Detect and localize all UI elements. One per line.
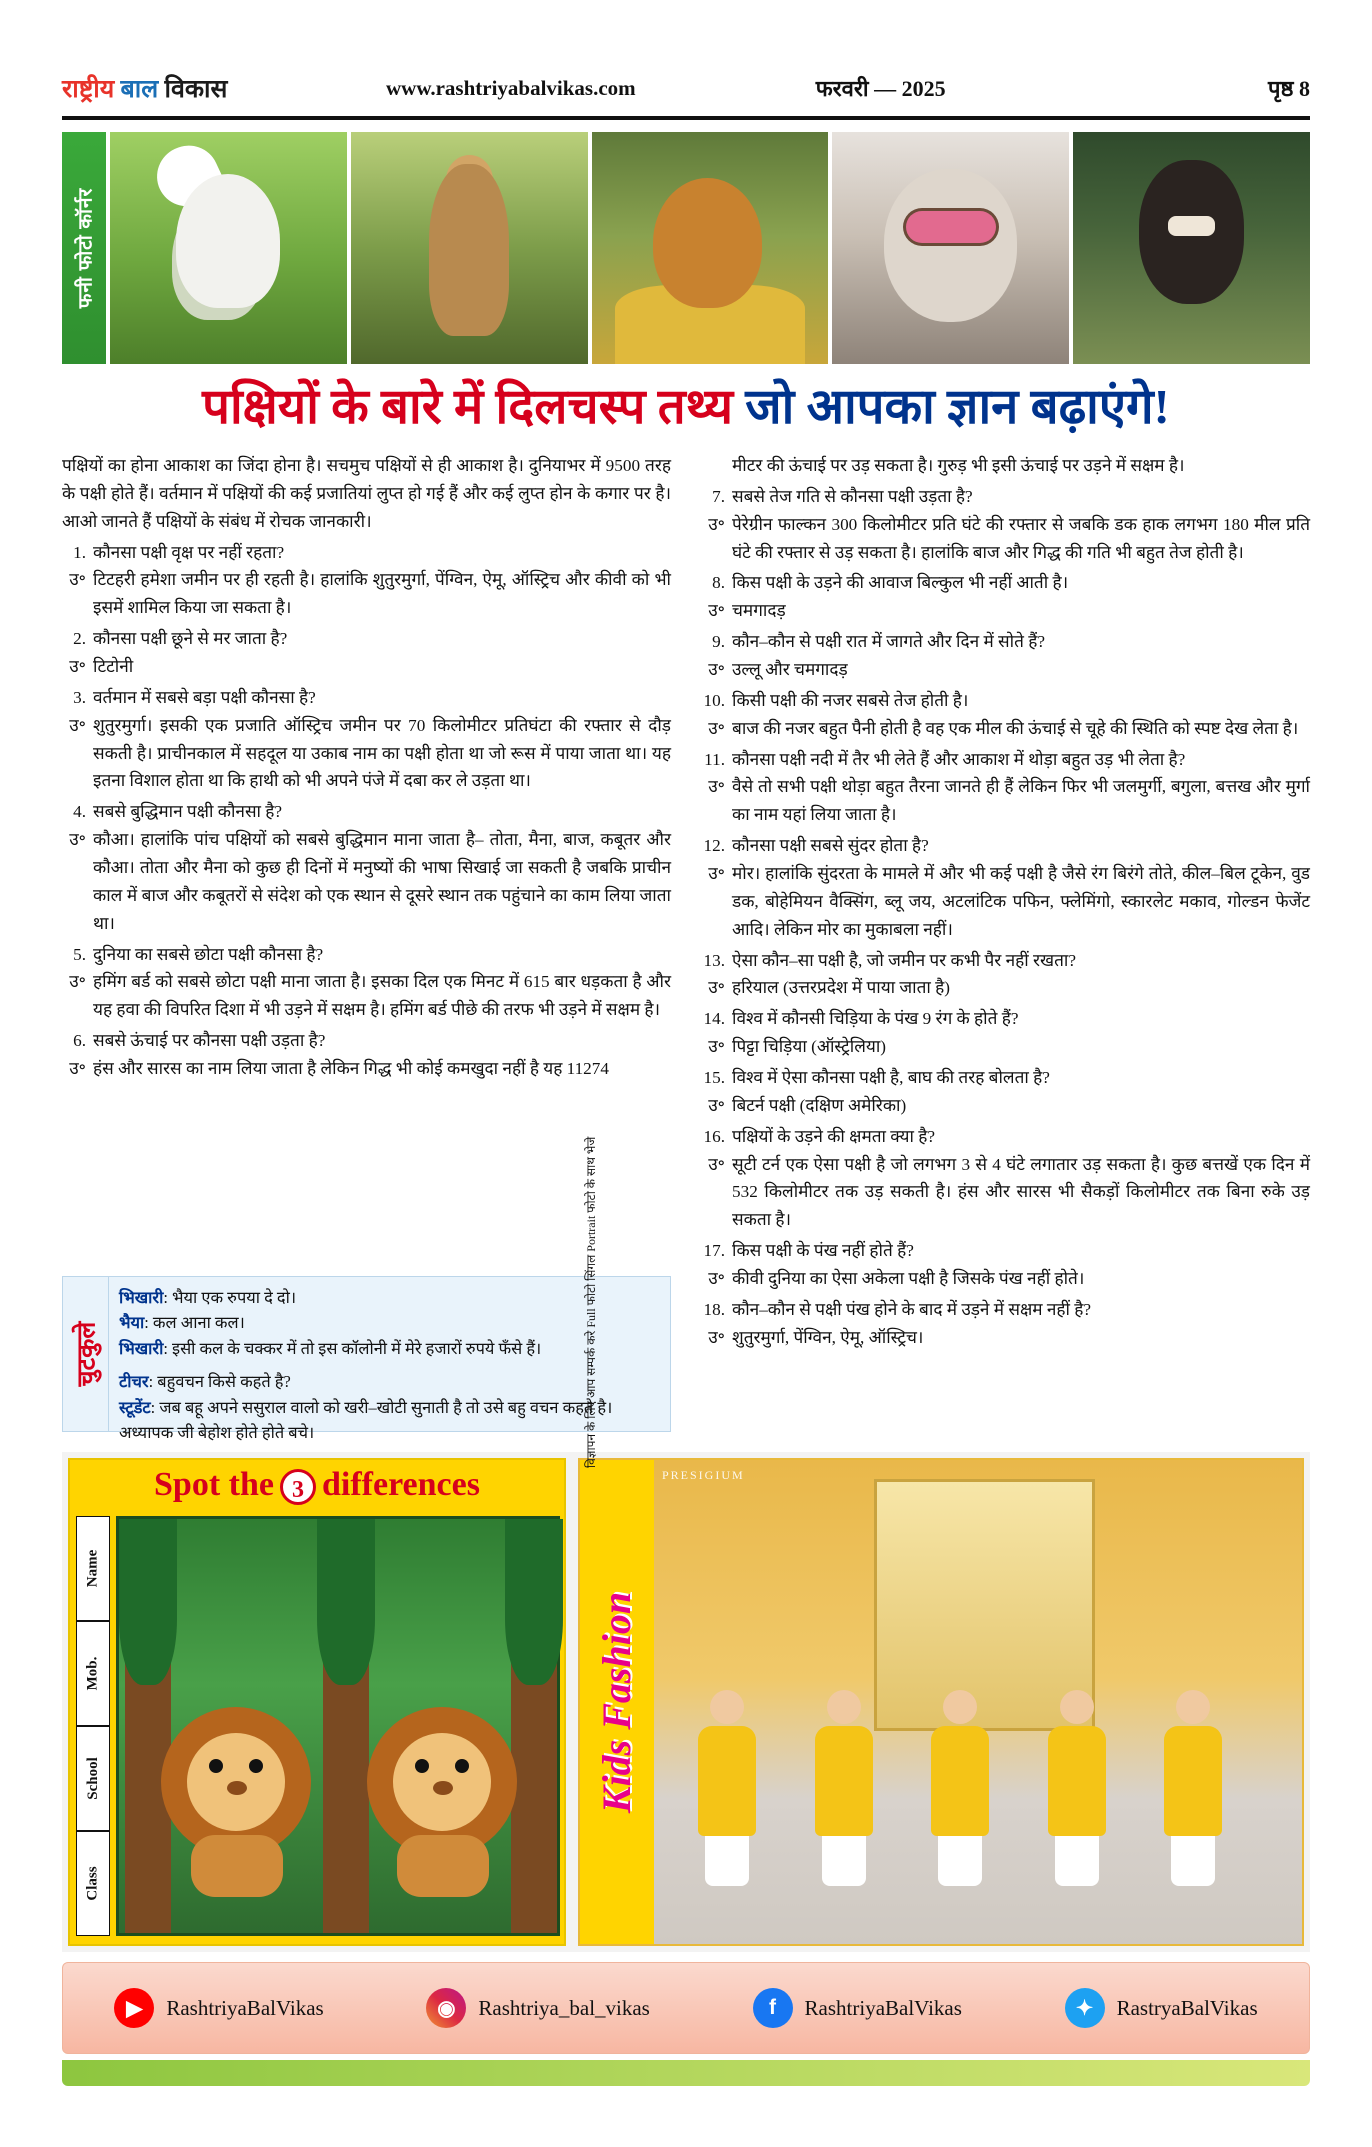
q-text: विश्व में कौनसी चिड़िया के पंख 9 रंग के होते हैं?: [732, 1009, 1019, 1029]
a-marker: उ॰: [708, 514, 725, 534]
qa-item: [701, 1123, 1310, 1234]
a-marker: उ॰: [708, 978, 725, 998]
joke-line: [119, 1285, 660, 1310]
joke-text: : इसी कल के चक्कर में तो इस कॉलोनी में मेरे हजारों रुपये फँसे हैं।: [163, 1338, 542, 1358]
q-text: कौनसा पक्षी सबसे सुंदर होता है?: [732, 836, 929, 856]
a-text: सूटी टर्न एक ऐसा पक्षी है जो लगभग 3 से 4 घंटे लगातार उड़ सकता है। कुछ बत्तखें एक दिन में 532 किलोमीटर तक उड़ सकती है। हंस और सारस भी सैकड़ों किलोमीटर तक बिना रुके उड़ सकता है।: [732, 1154, 1310, 1230]
kids-fashion-title: Kids Fashion: [594, 1591, 640, 1813]
a-text: शुतुरमुर्गा, पेंग्विन, ऐमू, ऑस्ट्रिच।: [732, 1327, 924, 1347]
q-text: किस पक्षी के पंख नहीं होते हैं?: [732, 1241, 914, 1261]
joke-line: [119, 1369, 660, 1394]
qa-item: [701, 628, 1310, 684]
a-text: हंस और सारस का नाम लिया जाता है लेकिन गिद्ध भी कोई कमखुदा नहीं है यह 11274: [93, 1059, 609, 1079]
q-text: वर्तमान में सबसे बड़ा पक्षी कौनसा है?: [93, 687, 316, 707]
facebook-icon[interactable]: f: [753, 1988, 793, 2028]
kid-figure: [926, 1690, 994, 1886]
field-school[interactable]: [76, 1726, 110, 1831]
twitter-icon[interactable]: ✦: [1065, 1988, 1105, 2028]
qa-item: [701, 1005, 1310, 1061]
field-name-label: Name: [84, 1549, 101, 1588]
q-number: 14.: [703, 1009, 725, 1029]
website-url[interactable]: www.rashtriyabalvikas.com: [386, 75, 636, 100]
joke-speaker: भिखारी: [119, 1288, 164, 1307]
page-number: पृष्ठ 8: [1268, 76, 1310, 101]
joke-text: : कल आना कल।: [144, 1313, 245, 1333]
field-mobile[interactable]: [76, 1621, 110, 1726]
qa-item: [62, 1027, 671, 1083]
qa-item: [701, 569, 1310, 625]
lion-right-illustration: [367, 1707, 517, 1897]
joke-text: : भैया एक रुपया दे दो।: [163, 1288, 297, 1307]
q-text: कौनसा पक्षी नदी में तैर भी लेते हैं और आकाश में थोड़ा बहुत उड़ भी लेता है?: [732, 749, 1186, 769]
spot-count-badge: 3: [280, 1469, 316, 1505]
spot-title-post: differences: [321, 1466, 480, 1503]
a-marker: उ॰: [708, 718, 725, 738]
qa-item: [62, 539, 671, 623]
a-text: कौआ। हालांकि पांच पक्षियों को सबसे बुद्धिमान माना जाता है– तोता, मैना, बाज, कबूतर और कौआ। तोता और मैना को कुछ ही दिनों में मनुष्यों की भाषा सिखाई जा सकती है जबकि प्राचीन काल में बाज और कबूतरों से संदेश को एक स्थान से दूसरे स्थान तक पहुंचाने का काम लिया जाता था।: [93, 830, 671, 933]
logo-text: [62, 71, 227, 105]
q-text: सबसे बुद्धिमान पक्षी कौनसा है?: [93, 802, 283, 822]
q-number: 18.: [703, 1299, 725, 1319]
smiling-monkey-photo: [1073, 132, 1310, 364]
q-number: 1.: [73, 542, 86, 562]
q-text: विश्व में ऐसा कौनसा पक्षी है, बाघ की तरह बोलता है?: [732, 1068, 1050, 1088]
twitter-handle[interactable]: RastryaBalVikas: [1116, 1995, 1258, 2020]
tree-middle-icon: [323, 1519, 369, 1933]
field-name[interactable]: [76, 1516, 110, 1621]
a-text: शुतुरमुर्गा। इसकी एक प्रजाति ऑस्ट्रिच जमीन पर 70 किलोमीटर प्रतिघंटा की रफ्तार से दौड़ सकती है। प्राचीनकाल में सहदूल या उकाब नाम का पक्षी होता था जो रूस में पाया जाता था। यह इतना विशाल होता था कि हाथी को भी अपने पंजे में दबा कर ले उड़ता था।: [93, 715, 671, 791]
q-text: कौनसा पक्षी वृक्ष पर नहीं रहता?: [93, 542, 285, 562]
dog-with-sunglasses-photo: [832, 132, 1069, 364]
q-text: कौनसा पक्षी छूने से मर जाता है?: [93, 629, 288, 649]
bird-with-hat-photo: [110, 132, 347, 364]
joke-line: [119, 1395, 660, 1446]
a-text: मोर। हालांकि सुंदरता के मामले में और भी कई पक्षी है जैसे रंग बिरंगे तोते, कील–बिल टूकेन, वुड डक, बोहेमियन वैक्सिंग, ब्लू जय, अटलांटिक पफिन, फ्लेमिंगो, स्कारलेट मकाव, गोल्डन फेजेंट आदि। लेकिन मोर का मुकाबला नहीं।: [732, 864, 1310, 939]
field-class-label: Class: [84, 1866, 101, 1901]
q-number: 3.: [73, 687, 86, 707]
entry-form-fields: [76, 1516, 110, 1936]
q-text: सबसे ऊंचाई पर कौनसा पक्षी उड़ता है?: [93, 1031, 326, 1051]
a-marker: उ॰: [708, 660, 725, 680]
spot-title: [70, 1466, 564, 1505]
a-text: पिट्टा चिड़िया (ऑस्ट्रेलिया): [732, 1037, 887, 1057]
q-number: 4.: [73, 802, 86, 822]
q-text: किस पक्षी के उड़ने की आवाज बिल्कुल भी नहीं आती है।: [732, 573, 1069, 593]
article-title-part2: जो आपका ज्ञान बढ़ाएंगे!: [745, 379, 1170, 434]
right-column: [701, 452, 1310, 1432]
a-marker: उ॰: [708, 1095, 725, 1115]
q-number: 13.: [703, 950, 725, 970]
photo-strip-label: [62, 132, 106, 364]
lion-left-illustration: [161, 1707, 311, 1897]
a-text: चमगादड़: [732, 601, 786, 621]
a-marker: उ॰: [708, 1154, 725, 1174]
header-divider: [62, 116, 1310, 120]
qa-item: [701, 832, 1310, 943]
qa-item: [701, 947, 1310, 1003]
joke-speaker: भिखारी: [119, 1338, 164, 1358]
q-number: 8.: [712, 573, 725, 593]
social-instagram[interactable]: [426, 1988, 649, 2028]
jokes-tab-label: चुटकुले: [73, 1321, 101, 1387]
spot-puzzle-image: [116, 1516, 560, 1936]
a-text: मीटर की ऊंचाई पर उड़ सकता है। गुरुड़ भी इसी ऊंचाई पर उड़ने में सक्षम है।: [732, 456, 1185, 475]
kids-fashion-sidebar: [580, 1136, 654, 1944]
q-text: किसी पक्षी की नजर सबसे तेज होती है।: [732, 690, 969, 710]
a-text: बाज की नजर बहुत पैनी होती है वह एक मील की ऊंचाई से चूहे की स्थिति को स्पष्ट देख लेता है।: [732, 718, 1299, 738]
issue-date: फरवरी — 2025: [815, 76, 946, 101]
publication-logo: [62, 65, 362, 111]
social-youtube[interactable]: [114, 1988, 323, 2028]
q-number: 12.: [703, 836, 725, 856]
a-marker: उ॰: [69, 830, 86, 850]
qa-item: [701, 483, 1310, 567]
qa-item: [62, 941, 671, 1025]
q-number: 15.: [703, 1068, 725, 1088]
a-text: टिटोनी: [93, 657, 134, 677]
q-number: 9.: [712, 632, 725, 652]
squirrel-with-corn-photo: [592, 132, 829, 364]
a-marker: उ॰: [708, 1327, 725, 1347]
a-text: वैसे तो सभी पक्षी थोड़ा बहुत तैरना जानते ही हैं लेकिन फिर भी जलमुर्गी, बगुला, बत्तख और मुर्गा का नाम यहां लिया जाता है।: [732, 777, 1310, 825]
q-text: कौन–कौन से पक्षी रात में जागते और दिन में सोते हैं?: [732, 632, 1045, 652]
logo-word-2: बाल: [120, 76, 159, 103]
kids-fashion-photo: [654, 1460, 1302, 1944]
qa-item: [701, 1296, 1310, 1352]
a-text: पेरेग्रीन फाल्कन 300 किलोमीटर प्रति घंटे की रफ्तार से जबकि डक हाक लगभग 180 मील प्रति घंटे की रफ्तार से उड़ सकता है। हालांकि बाज और गिद्ध की गति भी बहुत तेज होती है।: [732, 514, 1310, 562]
a-text: उल्लू और चमगादड़: [732, 660, 848, 680]
qa-item: [701, 1237, 1310, 1293]
tree-right-icon: [511, 1519, 557, 1933]
qa-item: [701, 1064, 1310, 1120]
logo-word-1: राष्ट्रीय: [62, 76, 115, 103]
funny-photo-corner: [62, 132, 1310, 364]
instagram-icon[interactable]: ◉: [426, 1988, 466, 2028]
spot-title-pre: Spot the: [154, 1466, 274, 1503]
joke-text: : बहुवचन किसे कहते है?: [148, 1372, 291, 1392]
field-mobile-label: Mob.: [84, 1656, 101, 1691]
youtube-handle[interactable]: RashtriyaBalVikas: [166, 1995, 324, 2020]
q-text: सबसे तेज गति से कौनसा पक्षी उड़ता है?: [732, 486, 973, 506]
joke-speaker: स्टूडेंट: [119, 1397, 151, 1417]
qa-item: [701, 746, 1310, 830]
joke-speaker: भैया: [119, 1313, 145, 1333]
social-links-bar: [62, 1962, 1310, 2054]
kid-figure: [693, 1690, 761, 1886]
a-marker: उ॰: [708, 777, 725, 797]
a-text: हरियाल (उत्तरप्रदेश में पाया जाता है): [732, 978, 951, 998]
q-number: 10.: [703, 690, 725, 710]
kid-figure: [810, 1690, 878, 1886]
q-number: 6.: [73, 1031, 86, 1051]
q-number: 11.: [704, 749, 725, 769]
masthead: [62, 62, 1310, 114]
photo-strip-label-text: फनी फोटो कॉर्नर: [75, 187, 97, 309]
a-text: टिटहरी हमेशा जमीन पर ही रहती है। हालांकि शुतुरमुर्गा, पेंग्विन, ऐमू, ऑस्ट्रिच और कीवी को भी इसमें शामिल किया जा सकता है।: [93, 570, 671, 618]
field-class[interactable]: [76, 1831, 110, 1936]
joke-speaker: टीचर: [119, 1372, 149, 1392]
intro-paragraph: पक्षियों का होना आकाश का जिंदा होना है। सचमुच पक्षियों से ही आकाश है। दुनियाभर में 9500 तरह के पक्षी होते हैं। वर्तमान में पक्षियों की कई प्रजातियां लुप्त हो गई हैं और कई लुप्त होन के कगार पर है। आओ जानते हैं पक्षियों के संबंध में रोचक जानकारी।: [62, 456, 671, 531]
jokes-tab: [63, 1277, 109, 1431]
a-marker: उ॰: [708, 1269, 725, 1289]
facebook-handle[interactable]: RashtriyaBalVikas: [804, 1995, 962, 2020]
joke-separator: [119, 1361, 660, 1369]
article-title-part1: पक्षियों के बारे में दिलचस्प तथ्य: [202, 379, 734, 434]
field-school-label: School: [84, 1757, 101, 1800]
a-text: हमिंग बर्ड को सबसे छोटा पक्षी माना जाता है। इसका दिल एक मिनट में 615 बार धड़कता है और यह हवा की विपरित दिशा में भी उड़ने में सक्षम है। हमिंग बर्ड पीछे की तरफ भी उड़ने में सक्षम है।: [93, 972, 671, 1020]
a-marker: उ॰: [708, 601, 725, 621]
q-text: पक्षियों के उड़ने की क्षमता क्या है?: [732, 1126, 935, 1146]
article-title: [62, 380, 1310, 434]
a-marker: उ॰: [69, 570, 86, 590]
q-text: दुनिया का सबसे छोटा पक्षी कौनसा है?: [93, 944, 324, 964]
a-marker: उ॰: [69, 715, 86, 735]
joke-line: [119, 1310, 660, 1335]
qa-item: [62, 798, 671, 937]
q-number: 17.: [703, 1241, 725, 1261]
qa-item: [62, 684, 671, 795]
q-number: 2.: [73, 629, 86, 649]
a-marker: उ॰: [69, 657, 86, 677]
a-marker: उ॰: [708, 864, 725, 884]
brand-watermark: PRESIGIUM: [662, 1468, 745, 1482]
qa-item: [62, 625, 671, 681]
a-marker: उ॰: [69, 972, 86, 992]
social-twitter[interactable]: [1065, 1988, 1258, 2028]
qa-continuation: [701, 452, 1310, 480]
kids-fashion-note: विज्ञापन के लिए आप सम्पर्क करे Full फोटो सिंगल Portrait फोटो के साथ भेजे: [584, 1136, 598, 1468]
q-text: कौन–कौन से पक्षी पंख होने के बाद में उड़ने में सक्षम नहीं है?: [732, 1299, 1092, 1319]
logo-word-3: विकास: [164, 76, 228, 103]
a-text: बिटर्न पक्षी (दक्षिण अमेरिका): [732, 1095, 907, 1115]
spot-the-differences-panel: [68, 1458, 566, 1946]
social-facebook[interactable]: [753, 1988, 962, 2028]
q-number: 16.: [703, 1126, 725, 1146]
joke-line: [119, 1336, 660, 1361]
q-number: 5.: [73, 944, 86, 964]
youtube-icon[interactable]: ▶: [114, 1988, 154, 2028]
kid-figure: [1159, 1690, 1227, 1886]
kid-figure: [1043, 1690, 1111, 1886]
instagram-handle[interactable]: Rashtriya_bal_vikas: [478, 1995, 650, 2020]
meerkat-photo: [351, 132, 588, 364]
footer-decorative-strip: [62, 2060, 1310, 2086]
q-text: ऐसा कौन–सा पक्षी है, जो जमीन पर कभी पैर नहीं रखता?: [732, 950, 1076, 970]
a-marker: उ॰: [708, 1037, 725, 1057]
a-text: कीवी दुनिया का ऐसा अकेला पक्षी है जिसके पंख नहीं होते।: [732, 1269, 1085, 1289]
qa-item: [701, 687, 1310, 743]
a-marker: उ॰: [69, 1059, 86, 1079]
q-number: 7.: [712, 486, 725, 506]
joke-text: : जब बहू अपने ससुराल वालो को खरी–खोटी सुनाती है तो उसे बहु वचन कहते है। अध्यापक जी बेहोश होते होते बचे।: [119, 1397, 613, 1443]
